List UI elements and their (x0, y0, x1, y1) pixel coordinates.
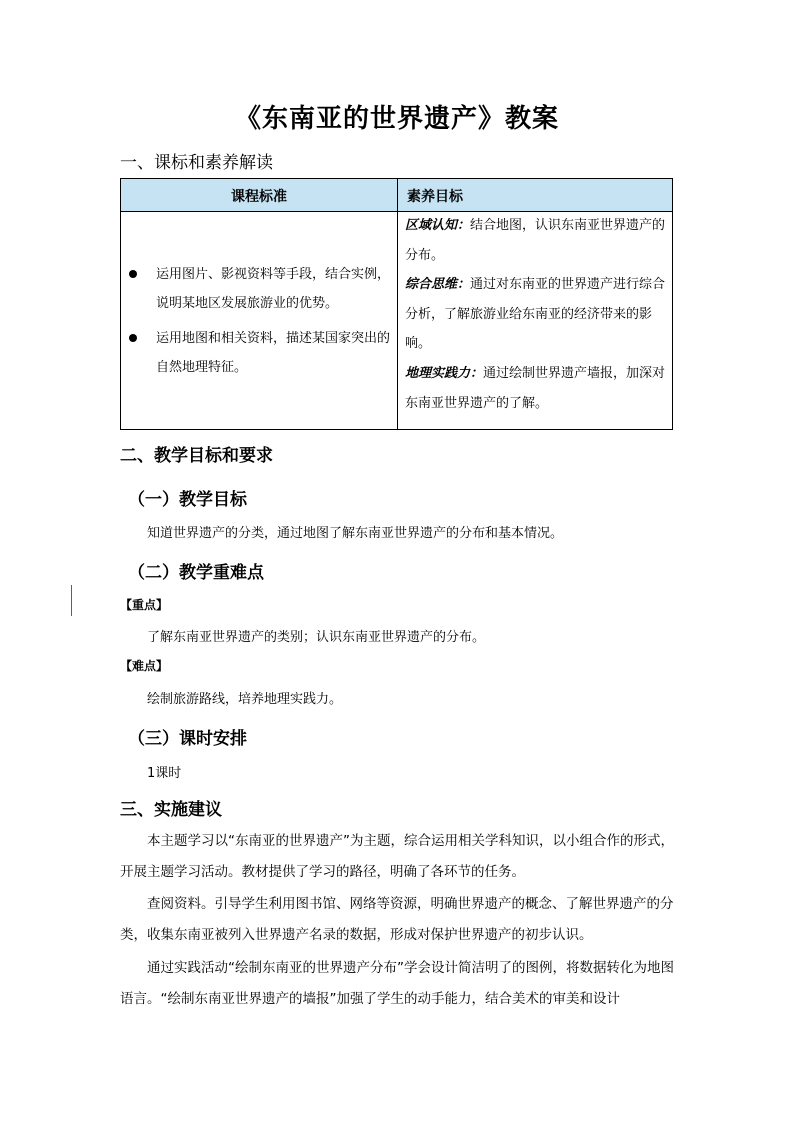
standard-item: 运用图片、影视资料等手段，结合实例，说明某地区发展旅游业的优势。 (129, 260, 391, 318)
goal-item: 地理实践力：通过绘制世界遗产墙报，加深对东南亚世界遗产的了解。 (405, 365, 666, 411)
bullet-dot-icon (129, 334, 137, 342)
teaching-goals-heading: （一）教学目标 (128, 490, 247, 510)
goal-label: 综合思维： (405, 277, 471, 293)
standard-item: 运用地图和相关资料，描述某国家突出的自然地理特征。 (129, 324, 391, 382)
implementation-paragraph: 查阅资料。引导学生利用图书馆、网络等资源，明确世界遗产的概念、了解世界遗产的分类，收集东南亚被列入世界遗产名录的数据，形成对保护世界遗产的初步认识。 (120, 896, 674, 943)
bullet-dot-icon (129, 270, 137, 278)
goal-label: 区域认知： (405, 218, 471, 233)
document-title: 《东南亚的世界遗产》教案 (234, 104, 559, 134)
section2-heading: 二、教学目标和要求 (120, 446, 273, 466)
implementation-paragraph: 通过实践活动“绘制东南亚的世界遗产分布”学会设计简洁明了的图例，将数据转化为地图语言。“绘制东南亚世界遗产的墙报”加强了学生的动手能力，结合美术的审美和设计 (120, 960, 674, 1007)
section3-heading: 三、实施建议 (120, 800, 222, 820)
key-point-text: 了解东南亚世界遗产的类别；认识东南亚世界遗产的分布。 (147, 630, 486, 645)
key-points-heading: （二）教学重难点 (128, 563, 264, 583)
implementation-paragraph: 本主题学习以“东南亚的世界遗产”为主题，综合运用相关学科知识，以小组合作的形式，开展主题学习活动。教材提供了学习的路径，明确了各环节的任务。 (120, 833, 674, 880)
difficulty-text: 绘制旅游路线，培养地理实践力。 (147, 692, 343, 707)
text-cursor (71, 585, 72, 616)
section1-heading: 一、课标和素养解读 (120, 153, 273, 173)
goal-item: 区域认知：结合地图，认识东南亚世界遗产的分布。 (405, 218, 666, 263)
table-header-standards: 课程标准 (231, 189, 287, 205)
standards-table (120, 178, 673, 430)
table-divider (397, 179, 398, 429)
goals-cell (405, 211, 669, 418)
key-point-tag: 【重点】 (120, 598, 169, 612)
table-header-goals: 素养目标 (407, 189, 463, 205)
teaching-goals-text: 知道世界遗产的分类，通过地图了解东南亚世界遗产的分布和基本情况。 (147, 526, 564, 541)
goal-item: 综合思维：通过对东南亚的世界遗产进行综合分析，了解旅游业给东南亚的经济带来的影响。 (405, 277, 666, 352)
goal-label: 地理实践力： (405, 365, 484, 381)
difficulty-tag: 【难点】 (120, 659, 169, 673)
schedule-text: 1课时 (147, 766, 182, 781)
schedule-heading: （三）课时安排 (128, 729, 247, 749)
